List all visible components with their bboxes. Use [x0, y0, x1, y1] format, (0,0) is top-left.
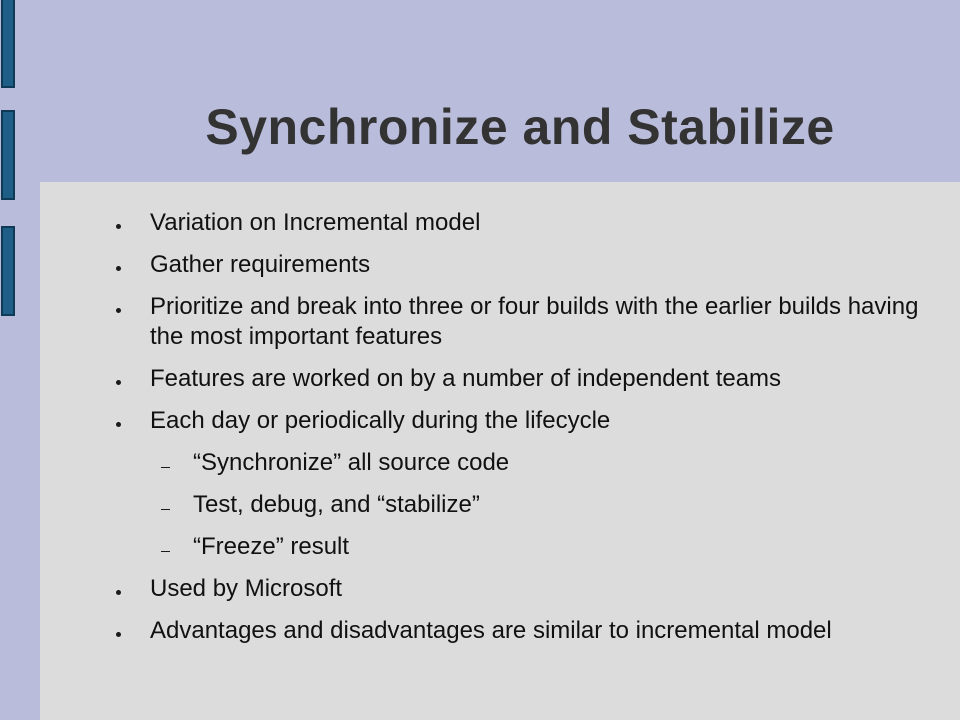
bullet-dot-icon: [116, 422, 121, 427]
bullet-text: Each day or periodically during the lifecycle: [150, 407, 611, 434]
bullet-dot-icon: [116, 308, 121, 313]
bullet-text: Used by Microsoft: [150, 575, 343, 602]
bullet-text: Features are worked on by a number of independent teams: [150, 365, 782, 392]
bullet-item: [150, 250, 930, 280]
bullet-item: [150, 406, 930, 436]
bullet-item: [150, 292, 930, 352]
bullet-text: “Synchronize” all source code: [193, 449, 510, 476]
decorative-stripe: [1, 226, 15, 316]
bullet-dot-icon: [116, 224, 121, 229]
dash-icon: [161, 509, 170, 510]
bullet-item: [150, 574, 930, 604]
bullet-text: Test, debug, and “stabilize”: [193, 491, 480, 518]
decorative-stripe: [1, 0, 15, 88]
dash-icon: [161, 551, 170, 552]
bullet-text: “Freeze” result: [193, 533, 350, 560]
bullet-dot-icon: [116, 632, 121, 637]
dash-icon: [161, 467, 170, 468]
bullet-dot-icon: [116, 590, 121, 595]
sub-bullet-item: [150, 448, 930, 478]
bullet-item: [150, 364, 930, 394]
bullet-item: [150, 616, 930, 646]
sub-bullet-item: [150, 490, 930, 520]
sub-bullet-item: [150, 532, 930, 562]
bullet-list: [150, 208, 930, 658]
bullet-dot-icon: [116, 266, 121, 271]
bullet-dot-icon: [116, 380, 121, 385]
bullet-text: Variation on Incremental model: [150, 209, 481, 236]
bullet-text: Advantages and disadvantages are similar to incremental model: [150, 617, 832, 644]
bullet-item: [150, 208, 930, 238]
slide-title: Synchronize and Stabilize: [205, 99, 835, 155]
bullet-text: Prioritize and break into three or four builds with the earlier builds having the most important features: [150, 293, 919, 350]
bullet-text: Gather requirements: [150, 251, 371, 278]
